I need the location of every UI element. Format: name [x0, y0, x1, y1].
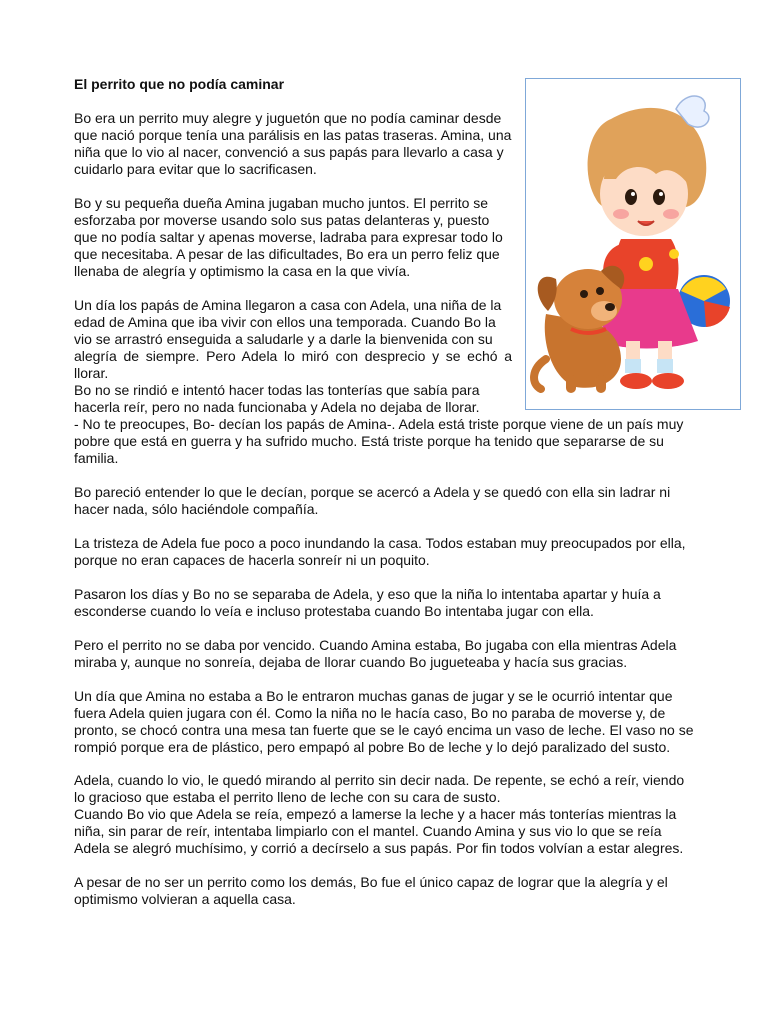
paragraph-line: vio se arrastró enseguida a saludarle y a darle la bienvenida con su — [74, 331, 493, 347]
paragraph-line: niña, sin parar de reír, intentaba limpiarlo con el mantel. Cuando Amina y sus vio lo que se reía — [74, 823, 662, 839]
paragraph-line: que nació porque tenía una parálisis en las patas traseras. Amina, una — [74, 127, 512, 143]
paragraph-5 — [74, 484, 694, 518]
paragraph-line: familia. — [74, 450, 119, 466]
paragraph-line: optimismo volvieran a aquella casa. — [74, 891, 296, 907]
paragraph-line: que no podía saltar y apenas moverse, ladraba para expresar todo lo — [74, 229, 503, 245]
paragraph-line: hacer nada, sólo haciéndole compañía. — [74, 501, 319, 517]
paragraph-line: A pesar de no ser un perrito como los demás, Bo fue el único capaz de lograr que la alegría y el — [74, 874, 668, 890]
paragraph-line: niña que lo vio al nacer, convenció a sus papás para llevarlo a casa y — [74, 144, 504, 160]
girl-and-puppy-illustration — [526, 79, 740, 409]
paragraph-line: esconderse cuando lo veía e incluso protestaba cuando Bo intentaba jugar con ella. — [74, 603, 594, 619]
story-title: El perrito que no podía caminar — [74, 76, 285, 92]
paragraph-1 — [74, 110, 512, 178]
paragraph-line: rompió porque era de plástico, pero empapó al pobre Bo de leche y lo dejó paralizado del susto. — [74, 739, 671, 755]
paragraph-line: fuera Adela quien jugara con él. Como la niña no le hacía caso, Bo no paraba de moverse y, de — [74, 705, 666, 721]
paragraph-line: lo gracioso que estaba el perrito lleno de leche con su cara de susto. — [74, 789, 501, 805]
paragraph-line: Bo era un perrito muy alegre y juguetón que no podía caminar desde — [74, 110, 502, 126]
paragraph-line: Bo pareció entender lo que le decían, porque se acercó a Adela y se quedó con ella sin ladrar ni — [74, 484, 671, 500]
paragraph-line: Adela, cuando lo vio, le quedó mirando al perrito sin decir nada. De repente, se echó a reír, viendo — [74, 772, 685, 788]
paragraph-line: La tristeza de Adela fue poco a poco inundando la casa. Todos estaban muy preocupados por ella, — [74, 535, 686, 551]
paragraph-line: alegría de siempre. Pero Adela lo miró con desprecio y se echó a llorar. — [74, 348, 512, 381]
paragraph-line: cuidarlo para evitar que lo sacrificasen. — [74, 161, 317, 177]
paragraph-11 — [74, 874, 694, 908]
paragraph-line: Un día que Amina no estaba a Bo le entraron muchas ganas de jugar y se le ocurrió intentar que — [74, 688, 673, 704]
paragraph-line: Pero el perrito no se daba por vencido. Cuando Amina estaba, Bo jugaba con ella mientras Adela — [74, 637, 677, 653]
paragraph-line: Un día los papás de Amina llegaron a casa con Adela, una niña de la — [74, 297, 502, 313]
paragraph-9 — [74, 688, 694, 756]
paragraph-line: - No te preocupes, Bo- decían los papás de Amina-. Adela está triste porque viene de un país muy — [74, 416, 684, 432]
paragraph-2 — [74, 195, 512, 280]
paragraph-line: pobre que está en guerra y ha sufrido mucho. Está triste porque ha tenido que separarse de su — [74, 433, 664, 449]
paragraph-3 — [74, 297, 512, 382]
illustration-frame — [525, 78, 741, 410]
paragraph-line: esforzaba por moverse usando solo sus patas delanteras y, puesto — [74, 212, 490, 228]
paragraph-line: pronto, se chocó contra una mesa tan fuerte que se le cayó encima un vaso de leche. El vaso no se — [74, 722, 694, 738]
paragraph-line: llenaba de alegría y optimismo la casa en la que vivía. — [74, 263, 411, 279]
paragraph-10 — [74, 772, 694, 857]
paragraph-line: Bo y su pequeña dueña Amina jugaban mucho juntos. El perrito se — [74, 195, 489, 211]
paragraph-line: Bo no se rindió e intentó hacer todas las tonterías que sabía para — [74, 382, 480, 398]
paragraph-line: miraba y, aunque no sonreía, dejaba de llorar cuando Bo jugueteaba y hacía sus gracias. — [74, 654, 628, 670]
paragraph-6 — [74, 535, 694, 569]
paragraph-line: Cuando Bo vio que Adela se reía, empezó a lamerse la leche y a hacer más tonterías mientras la — [74, 806, 677, 822]
paragraph-8 — [74, 637, 694, 671]
paragraph-line: Adela se alegró muchísimo, y corrió a decírselo a sus papás. Por fin todos volvían a estar alegres. — [74, 840, 684, 856]
paragraph-line: porque no eran capaces de hacerla sonreír ni un poquito. — [74, 552, 430, 568]
paragraph-line: edad de Amina que iba vivir con ellos una temporada. Cuando Bo la — [74, 314, 496, 330]
paragraph-line: que necesitaba. A pesar de las dificultades, Bo era un perro feliz que — [74, 246, 500, 262]
paragraph-7 — [74, 586, 694, 620]
paragraph-line: Pasaron los días y Bo no se separaba de Adela, y eso que la niña lo intentaba apartar y huía a — [74, 586, 661, 602]
paragraph-line: hacerla reír, pero no nada funcionaba y Adela no dejaba de llorar. — [74, 399, 480, 415]
